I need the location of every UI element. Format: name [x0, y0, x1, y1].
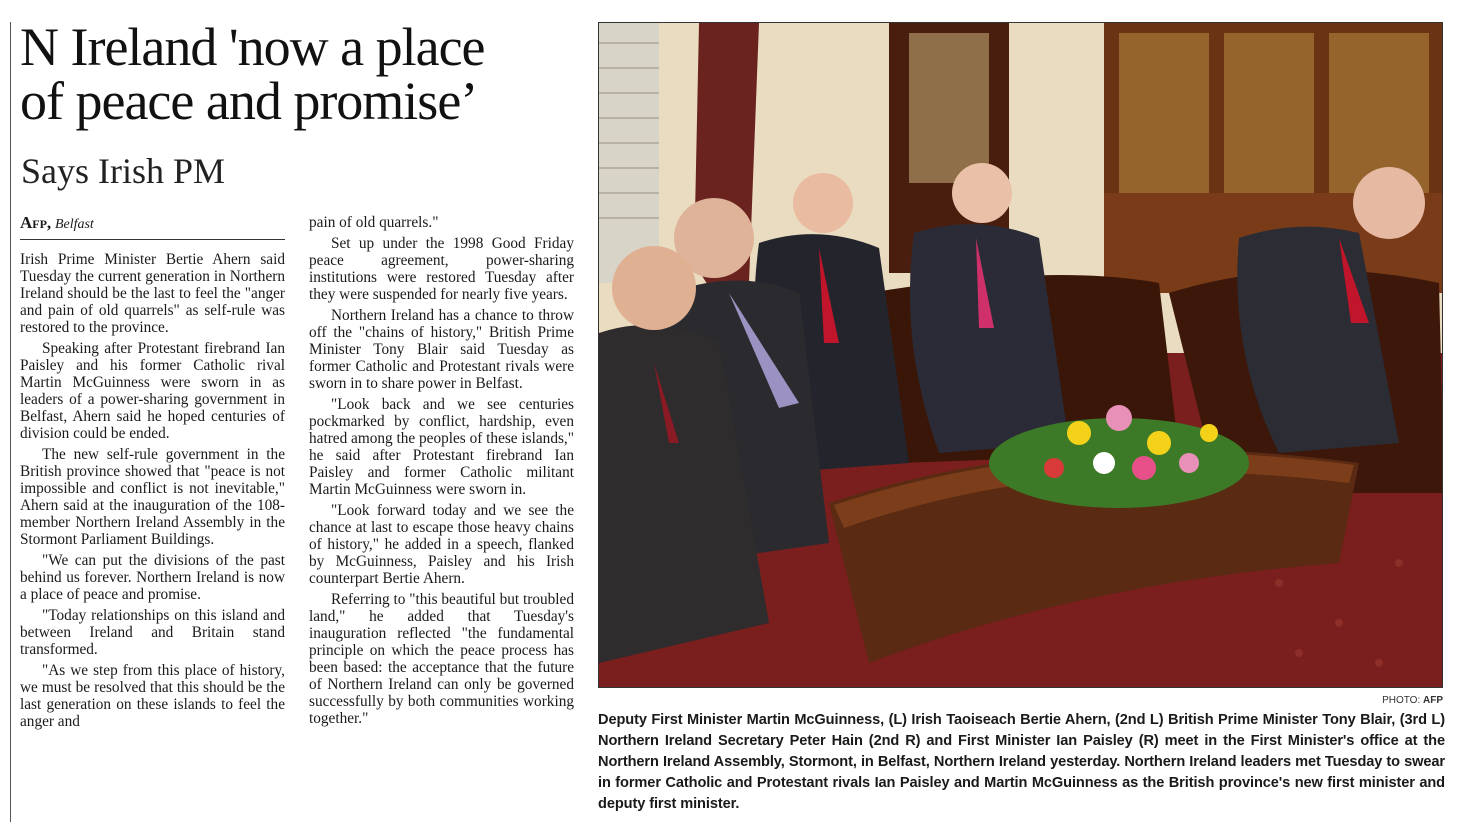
headline-line-1: N Ireland 'now a place: [20, 17, 485, 77]
window-blinds: [599, 23, 659, 283]
paragraph: "We can put the divisions of the past behind us forever. Northern Ireland is now a place of peace and promise.: [20, 552, 285, 603]
photo-credit-label: PHOTO:: [1382, 695, 1421, 706]
column-rule: [10, 22, 11, 822]
paragraph: Referring to "this beautiful but troubled land," he added that Tuesday's inauguration reflected "the fundamental principle on which the peace process has been based: the acceptance that the future of Northern Ireland can only be governed successfully by both communities working together.": [309, 591, 574, 727]
paragraph: "Today relationships on this island and between Ireland and Britain stand transformed.: [20, 607, 285, 658]
byline: [20, 213, 285, 240]
photo-illustration: [599, 23, 1443, 688]
paragraph: Set up under the 1998 Good Friday peace agreement, power-sharing institutions were restored Tuesday after they were suspended for nearly five years.: [309, 235, 574, 303]
photo-credit: [1300, 695, 1443, 706]
paragraph: Irish Prime Minister Bertie Ahern said Tuesday the current generation in Northern Ireland should be the last to feel the "anger and pain of old quarrels" as self-rule was restored to the province.: [20, 251, 285, 336]
news-photo: [598, 22, 1443, 688]
paragraph: pain of old quarrels.": [309, 214, 439, 231]
byline-agency: Afp,: [20, 213, 52, 232]
paragraph: Speaking after Protestant firebrand Ian Paisley and his former Catholic rival Martin McGuinness were sworn in as leaders of a power-sharing government in Belfast, Ahern said he hoped centuries of division could be ended.: [20, 340, 285, 442]
paragraph: "Look forward today and we see the chance at last to escape those heavy chains of history," he added in a speech, flanked by McGuinness, Paisley and his Irish counterpart Bertie Ahern.: [309, 502, 574, 587]
paragraph: The new self-rule government in the British province showed that "peace is not impossible and conflict is not inevitable," Ahern said at the inauguration of the 108-member Northern Ireland Assembly in the Stormont Parliament Buildings.: [20, 446, 285, 548]
paragraph: "Look back and we see centuries pockmarked by conflict, hardship, even hatred among the peoples of these islands," he said after Protestant firebrand Ian Paisley and former Catholic militant Martin McGuinness were sworn in.: [309, 396, 574, 498]
article-column-1: [20, 251, 285, 734]
headline-line-2: of peace and promise’: [20, 71, 478, 131]
article-column-2: [309, 214, 574, 731]
photo-credit-source: AFP: [1423, 695, 1443, 706]
door-glass: [909, 33, 989, 183]
byline-place: Belfast: [54, 217, 94, 232]
paragraph: "As we step from this place of history, we must be resolved that this should be the last generation on these islands to feel the anger and: [20, 662, 285, 730]
photo-caption: Deputy First Minister Martin McGuinness, (L) Irish Taoiseach Bertie Ahern, (2nd L) British Prime Minister Tony Blair, (3rd L) Northern Ireland Secretary Peter Hain (2nd R) and First Minister Ian Paisley (R) meet in the First Minister's office at the Northern Ireland Assembly, Stormont, in Belfast, Northern Ireland yesterday. Northern Ireland leaders met Tuesday to swear in former Catholic and Protestant rivals Ian Paisley and Martin McGuinness as the British province's new first minister and deputy first minister.: [598, 712, 1445, 812]
headline: [20, 17, 580, 131]
paragraph: Northern Ireland has a chance to throw off the "chains of history," British Prime Minister Tony Blair said Tuesday as former Catholic and Protestant rivals were sworn in to share power in Belfast.: [309, 307, 574, 392]
subheadline: Says Irish PM: [21, 151, 226, 191]
